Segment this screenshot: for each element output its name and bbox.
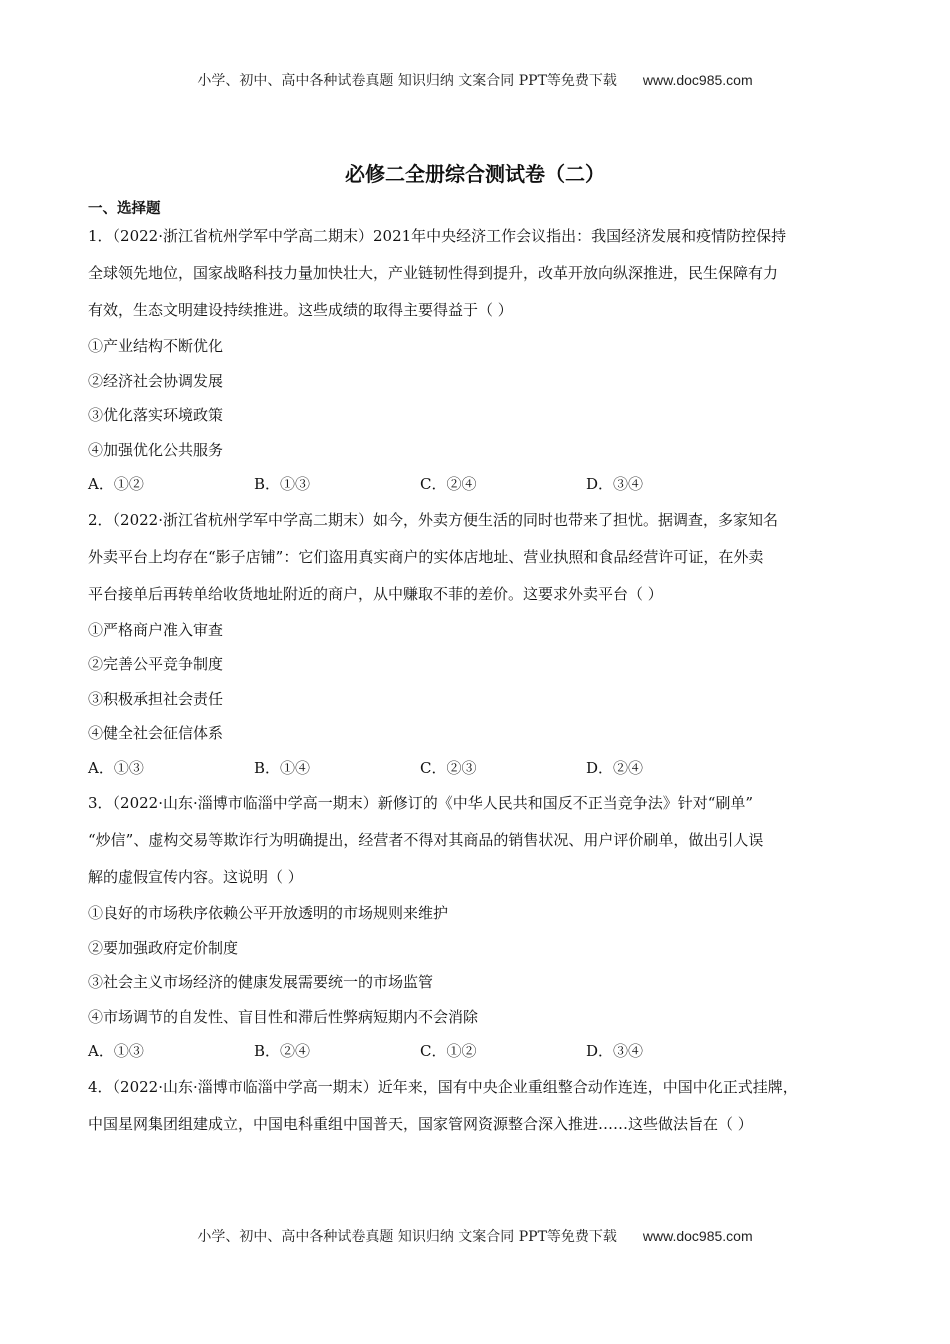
page-title: 必修二全册综合测试卷（二） — [345, 162, 605, 186]
question-text-line: 中国星网集团组建成立，中国电科重组中国普天，国家管网资源整合深入推进……这些做法旨在（ ） — [88, 1114, 753, 1133]
answer-choices — [88, 751, 868, 786]
question-text-line: “炒信”、虚构交易等欺诈行为明确提出，经营者不得对其商品的销售状况、用户评价刷单，做出引人误 — [88, 831, 764, 849]
statement-option: ③优化落实环境政策 — [88, 406, 224, 424]
question-text-line: 4．（2022·山东·淄博市临淄中学高一期末）近年来，国有中央企业重组整合动作连连，中国中化正式挂牌， — [88, 1077, 798, 1096]
page-footer — [0, 1226, 950, 1246]
answer-choice-a: A．①③ — [88, 758, 144, 777]
answer-choice-a: A．①③ — [88, 1042, 144, 1060]
header-text: 小学、初中、高中各种试卷真题 知识归纳 文案合同 PPT等免费下载 — [197, 73, 617, 89]
statement-option: ④健全社会征信体系 — [88, 724, 224, 742]
question-3 — [88, 785, 868, 1069]
statement-option: ①严格商户准入审查 — [88, 620, 224, 639]
statement-option: ④加强优化公共服务 — [88, 440, 224, 459]
question-text-line: 外卖平台上均存在“影子店铺”：它们盗用真实商户的实体店地址、营业执照和食品经营许可证，在外卖 — [88, 547, 764, 566]
question-text-line: 平台接单后再转单给收货地址附近的商户，从中赚取不菲的差价。这要求外卖平台（ ） — [88, 584, 663, 603]
answer-choice-b: B．①④ — [254, 758, 311, 777]
answer-choices — [88, 467, 868, 502]
question-text-line: 1．（2022·浙江省杭州学军中学高二期末）2021年中央经济工作会议指出：我国经济发展和疫情防控保持 — [88, 227, 787, 245]
answer-choice-d: D．②④ — [586, 758, 644, 777]
statement-option: ①产业结构不断优化 — [88, 337, 224, 355]
question-text-line: 有效，生态文明建设持续推进。这些成绩的取得主要得益于（ ） — [88, 301, 513, 319]
question-text-line: 全球领先地位，国家战略科技力量加快壮大，产业链韧性得到提升，改革开放向纵深推进，民生保障有力 — [88, 264, 779, 282]
question-text-line: 3．（2022·山东·淄博市临淄中学高一期末）新修订的《中华人民共和国反不正当竞争法》针对“刷单” — [88, 794, 754, 812]
answer-choice-d: D．③④ — [586, 1042, 644, 1060]
statement-option: ①良好的市场秩序依赖公平开放透明的市场规则来维护 — [88, 904, 449, 922]
question-text-line: 2．（2022·浙江省杭州学军中学高二期末）如今，外卖方便生活的同时也带来了担忧。据调查，多家知名 — [88, 510, 778, 529]
answer-choice-b: B．①③ — [254, 475, 311, 493]
question-text-line: 解的虚假宣传内容。这说明（ ） — [88, 868, 303, 886]
footer-site-link[interactable]: www.doc985.com — [642, 1228, 753, 1244]
page-header — [0, 70, 950, 90]
answer-choices — [88, 1034, 868, 1069]
answer-choice-c: C．②③ — [420, 758, 477, 777]
footer-text: 小学、初中、高中各种试卷真题 知识归纳 文案合同 PPT等免费下载 — [197, 1229, 617, 1245]
statement-option: ②要加强政府定价制度 — [88, 938, 239, 957]
answer-choice-b: B．②④ — [254, 1042, 311, 1060]
section-heading: 一、选择题 — [88, 201, 161, 217]
question-2 — [88, 502, 868, 786]
question-4 — [88, 1069, 868, 1143]
answer-choice-c: C．①② — [420, 1042, 477, 1060]
statement-option: ④市场调节的自发性、盲目性和滞后性弊病短期内不会消除 — [88, 1007, 479, 1026]
statement-option: ③社会主义市场经济的健康发展需要统一的市场监管 — [88, 973, 434, 991]
statement-option: ③积极承担社会责任 — [88, 689, 224, 708]
statement-option: ②经济社会协调发展 — [88, 371, 224, 390]
question-1 — [88, 218, 868, 502]
statement-option: ②完善公平竞争制度 — [88, 655, 224, 673]
answer-choice-a: A．①② — [88, 475, 144, 493]
answer-choice-c: C．②④ — [420, 475, 477, 493]
answer-choice-d: D．③④ — [586, 475, 644, 493]
question-list — [88, 218, 868, 1143]
header-site-link[interactable]: www.doc985.com — [642, 72, 753, 88]
